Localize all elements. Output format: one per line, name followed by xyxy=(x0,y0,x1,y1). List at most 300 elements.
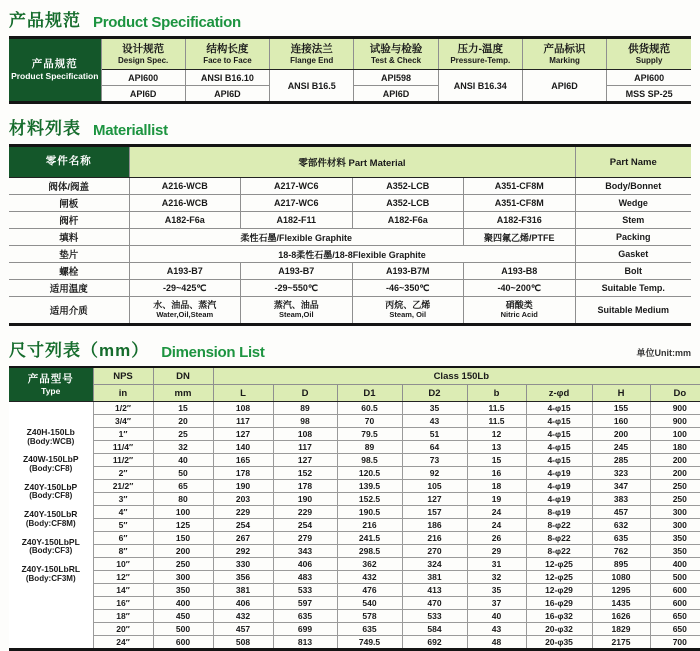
dim-cell: 4″ xyxy=(93,506,153,519)
dim-cell: 692 xyxy=(402,636,467,650)
dim-cell: 1626 xyxy=(592,610,650,623)
dim-cell: 6″ xyxy=(93,532,153,545)
product-type: Z40Y-150LbRL (Body:CF3M) xyxy=(21,564,81,583)
dim-cell: 31 xyxy=(467,558,526,571)
dim-cell: 40 xyxy=(467,610,526,623)
dim-cell: 155 xyxy=(592,402,650,415)
subcol-D1: D1 xyxy=(337,385,402,402)
dim-cell: 895 xyxy=(592,558,650,571)
dim-cell: 190 xyxy=(213,480,273,493)
dim-cell: 35 xyxy=(402,402,467,415)
mat-cell: 硝酸类 Nitric Acid xyxy=(464,297,576,325)
dim-cell: 79.5 xyxy=(337,428,402,441)
subcol-H: H xyxy=(592,385,650,402)
dim-cell: 190.5 xyxy=(337,506,402,519)
product-type: Z40Y-150LbPL (Body:CF3) xyxy=(21,536,80,556)
col-header-face-to-face: 结构长度 Face to Face xyxy=(185,38,269,70)
material-heading-zh: 材料列表 xyxy=(9,119,81,138)
dim-row xyxy=(9,545,700,558)
col-header-flange-end: 连接法兰 Flange End xyxy=(270,38,354,70)
spec-cell: API598 xyxy=(354,70,438,86)
dim-cell: 29 xyxy=(467,545,526,558)
spec-cell: API6D xyxy=(354,86,438,103)
dim-cell: 216 xyxy=(337,519,402,532)
dim-cell: 241.5 xyxy=(337,532,402,545)
mat-partname: Suitable Medium xyxy=(575,297,691,325)
dim-row xyxy=(9,402,700,415)
dim-cell: 80 xyxy=(153,493,213,506)
dim-cell: 406 xyxy=(273,558,337,571)
dim-row xyxy=(9,506,700,519)
dim-cell: 13 xyxy=(467,441,526,454)
spec-heading-en: Product Specification xyxy=(93,14,241,31)
spec-cell: API6D xyxy=(101,86,185,103)
mat-part: 螺栓 xyxy=(9,263,129,280)
dim-cell: 24 xyxy=(467,506,526,519)
dim-cell: 152.5 xyxy=(337,493,402,506)
dim-cell: 900 xyxy=(650,415,700,428)
dim-cell: 16-φ32 xyxy=(526,610,592,623)
dim-row xyxy=(9,584,700,597)
dim-row xyxy=(9,415,700,428)
mat-partname: Packing xyxy=(575,229,691,246)
mat-cell: 丙烷、乙烯 Steam, Oil xyxy=(352,297,464,325)
dim-cell: 229 xyxy=(213,506,273,519)
material-row-gasket xyxy=(9,246,691,263)
spec-corner-en: Product Specification xyxy=(11,71,99,82)
dim-cell: 200 xyxy=(650,467,700,480)
dim-cell: 600 xyxy=(650,584,700,597)
dim-cell: 383 xyxy=(592,493,650,506)
dim-cell: 60.5 xyxy=(337,402,402,415)
dim-cell: 350 xyxy=(153,584,213,597)
dim-cell: 3/4″ xyxy=(93,415,153,428)
spec-corner-zh: 产品规范 xyxy=(31,58,78,71)
dim-cell: 100 xyxy=(650,428,700,441)
dim-cell: 413 xyxy=(402,584,467,597)
dim-cell: 2175 xyxy=(592,636,650,650)
dim-row xyxy=(9,610,700,623)
dim-cell: 406 xyxy=(213,597,273,610)
mat-cell: -46~350℃ xyxy=(352,280,464,297)
dim-cell: 254 xyxy=(213,519,273,532)
dim-cell: 381 xyxy=(213,584,273,597)
dim-cell: 200 xyxy=(592,428,650,441)
dim-cell: 26 xyxy=(467,532,526,545)
dim-cell: 160 xyxy=(592,415,650,428)
dim-cell: 699 xyxy=(273,623,337,636)
dim-cell: 300 xyxy=(650,506,700,519)
subcol-L: L xyxy=(213,385,273,402)
mat-cell: A352-LCB xyxy=(352,195,464,212)
spec-cell: MSS SP-25 xyxy=(607,86,691,103)
dim-cell: 635 xyxy=(273,610,337,623)
dim-cell: 127 xyxy=(402,493,467,506)
mat-cell: 柔性石墨/Flexible Graphite xyxy=(129,229,464,246)
dim-cell: 600 xyxy=(153,636,213,650)
dim-cell: 180 xyxy=(650,441,700,454)
dim-cell: 8-φ22 xyxy=(526,545,592,558)
dim-cell: 270 xyxy=(402,545,467,558)
spec-cell: ANSI B16.5 xyxy=(270,70,354,103)
mat-cell: A193-B7M xyxy=(352,263,464,280)
material-row-bolt xyxy=(9,263,691,280)
dim-cell: 117 xyxy=(273,441,337,454)
product-spec-table xyxy=(9,36,691,104)
dim-cell: 632 xyxy=(592,519,650,532)
dim-cell: 200 xyxy=(153,545,213,558)
mat-cell: A217-WC6 xyxy=(241,178,353,195)
dim-cell: 597 xyxy=(273,597,337,610)
dim-cell: 16″ xyxy=(93,597,153,610)
dim-cell: 267 xyxy=(213,532,273,545)
type-column-header: 产品型号 Type xyxy=(9,367,93,402)
dim-cell: 4-φ15 xyxy=(526,415,592,428)
dim-cell: 105 xyxy=(402,480,467,493)
col-header-test-check: 试验与检验 Test & Check xyxy=(354,38,438,70)
dim-cell: 12-φ25 xyxy=(526,558,592,571)
spec-cell: ANSI B16.34 xyxy=(438,70,522,103)
dim-cell: 533 xyxy=(402,610,467,623)
dim-cell: 457 xyxy=(592,506,650,519)
dim-cell: 540 xyxy=(337,597,402,610)
dim-row xyxy=(9,493,700,506)
dim-cell: 152 xyxy=(273,467,337,480)
mat-cell: A193-B8 xyxy=(464,263,576,280)
dim-cell: 1/2″ xyxy=(93,402,153,415)
dim-cell: 18″ xyxy=(93,610,153,623)
dim-cell: 432 xyxy=(337,571,402,584)
mat-part: 阀杆 xyxy=(9,212,129,229)
mat-cell: A216-WCB xyxy=(129,195,241,212)
dim-cell: 108 xyxy=(273,428,337,441)
col-header-design-spec: 设计规范 Design Spec. xyxy=(101,38,185,70)
mat-cell: A351-CF8M xyxy=(464,195,576,212)
dim-cell: 700 xyxy=(650,636,700,650)
dim-cell: 20-φ35 xyxy=(526,636,592,650)
product-type: Z40W-150LbP (Body:CF8) xyxy=(22,454,79,474)
dim-cell: 330 xyxy=(213,558,273,571)
dim-cell: 203 xyxy=(213,493,273,506)
material-partname-en-header: Part Name xyxy=(575,146,691,178)
spec-cell: API6D xyxy=(522,70,606,103)
dim-cell: 400 xyxy=(650,558,700,571)
dim-cell: 508 xyxy=(213,636,273,650)
mat-partname: Wedge xyxy=(575,195,691,212)
product-type: Z40Y-150LbP (Body:CF8) xyxy=(24,481,78,501)
material-row-stem xyxy=(9,212,691,229)
dim-cell: 1080 xyxy=(592,571,650,584)
dim-cell: 4-φ19 xyxy=(526,467,592,480)
mat-cell: 蒸汽、油品 Steam,Oil xyxy=(241,297,353,325)
material-row-body xyxy=(9,178,691,195)
dim-cell: 4-φ19 xyxy=(526,493,592,506)
dim-cell: 292 xyxy=(213,545,273,558)
mat-cell: A193-B7 xyxy=(241,263,353,280)
dim-cell: 139.5 xyxy=(337,480,402,493)
dim-cell: 347 xyxy=(592,480,650,493)
subcol-b: b xyxy=(467,385,526,402)
dim-cell: 35 xyxy=(467,584,526,597)
subcol-in: in xyxy=(93,385,153,402)
mat-cell: -29~425℃ xyxy=(129,280,241,297)
dim-cell: 178 xyxy=(213,467,273,480)
dim-cell: 120.5 xyxy=(337,467,402,480)
dim-cell: 24 xyxy=(467,519,526,532)
dim-cell: 20 xyxy=(153,415,213,428)
dim-cell: 10″ xyxy=(93,558,153,571)
mat-part: 适用介质 xyxy=(9,297,129,325)
dim-row xyxy=(9,480,700,493)
unit-note: 单位Unit:mm xyxy=(636,348,691,358)
dim-cell: 14″ xyxy=(93,584,153,597)
dim-cell: 343 xyxy=(273,545,337,558)
dim-cell: 3″ xyxy=(93,493,153,506)
dim-cell: 285 xyxy=(592,454,650,467)
spec-cell: API6D xyxy=(185,86,269,103)
dim-cell: 381 xyxy=(402,571,467,584)
dim-cell: 117 xyxy=(213,415,273,428)
dim-row xyxy=(9,467,700,480)
dim-cell: 4-φ15 xyxy=(526,441,592,454)
product-type: Z40H-150Lb (Body:WCB) xyxy=(26,427,75,446)
dim-row xyxy=(9,519,700,532)
dim-cell: 813 xyxy=(273,636,337,650)
dim-cell: 356 xyxy=(213,571,273,584)
mat-part: 填料 xyxy=(9,229,129,246)
dim-cell: 12″ xyxy=(93,571,153,584)
dim-cell: 4-φ15 xyxy=(526,454,592,467)
dim-row xyxy=(9,428,700,441)
dim-cell: 400 xyxy=(153,597,213,610)
dimension-section-heading xyxy=(9,336,265,361)
dim-cell: 4-φ19 xyxy=(526,480,592,493)
dim-cell: 324 xyxy=(402,558,467,571)
dim-cell: 150 xyxy=(153,532,213,545)
dim-cell: 323 xyxy=(592,467,650,480)
mat-cell: A352-LCB xyxy=(352,178,464,195)
dim-cell: 250 xyxy=(650,493,700,506)
dim-cell: 127 xyxy=(273,454,337,467)
dim-cell: 190 xyxy=(273,493,337,506)
dim-cell: 20-φ32 xyxy=(526,623,592,636)
dim-cell: 65 xyxy=(153,480,213,493)
dim-cell: 98.5 xyxy=(337,454,402,467)
dim-cell: 500 xyxy=(153,623,213,636)
dim-cell: 16 xyxy=(467,467,526,480)
dim-row xyxy=(9,636,700,650)
mat-cell: A351-CF8M xyxy=(464,178,576,195)
material-heading-en: Materiallist xyxy=(93,122,168,139)
mat-part: 适用温度 xyxy=(9,280,129,297)
material-table xyxy=(9,144,691,326)
col-header-pressure-temp: 压力-温度 Pressure-Temp. xyxy=(438,38,522,70)
dim-cell: 19 xyxy=(467,493,526,506)
dim-cell: 483 xyxy=(273,571,337,584)
dim-cell: 12-φ29 xyxy=(526,584,592,597)
mat-cell: A193-B7 xyxy=(129,263,241,280)
dim-cell: 600 xyxy=(650,597,700,610)
mat-partname: Stem xyxy=(575,212,691,229)
dimension-table xyxy=(9,366,700,651)
dim-cell: 25 xyxy=(153,428,213,441)
mat-partname: Suitable Temp. xyxy=(575,280,691,297)
dim-cell: 12 xyxy=(467,428,526,441)
dimension-heading-en: Dimension List xyxy=(161,344,265,361)
dim-cell: 186 xyxy=(402,519,467,532)
dim-cell: 476 xyxy=(337,584,402,597)
material-part-name-header: 零件名称 xyxy=(9,146,129,178)
mat-cell: A216-WCB xyxy=(129,178,241,195)
dim-cell: 635 xyxy=(337,623,402,636)
mat-cell: A182-F11 xyxy=(241,212,353,229)
dim-cell: 11.5 xyxy=(467,415,526,428)
mat-partname: Gasket xyxy=(575,246,691,263)
mat-cell: 水、油品、蒸汽 Water,Oil,Steam xyxy=(129,297,241,325)
dim-cell: 300 xyxy=(153,571,213,584)
mat-cell: A182-F316 xyxy=(464,212,576,229)
dim-cell: 11.5 xyxy=(467,402,526,415)
col-header-class150lb: Class 150Lb xyxy=(213,367,700,385)
material-part-material-header: 零部件材料 Part Material xyxy=(129,146,575,178)
dim-cell: 457 xyxy=(213,623,273,636)
dim-cell: 178 xyxy=(273,480,337,493)
material-row-temp xyxy=(9,280,691,297)
dim-cell: 157 xyxy=(402,506,467,519)
material-row-medium xyxy=(9,297,691,325)
dim-cell: 18 xyxy=(467,480,526,493)
dim-cell: 900 xyxy=(650,402,700,415)
dim-cell: 8-φ22 xyxy=(526,532,592,545)
mat-part: 垫片 xyxy=(9,246,129,263)
dim-cell: 15 xyxy=(467,454,526,467)
spec-cell: API600 xyxy=(607,70,691,86)
dim-cell: 229 xyxy=(273,506,337,519)
mat-cell: -40~200℃ xyxy=(464,280,576,297)
dim-cell: 470 xyxy=(402,597,467,610)
col-header-dn: DN xyxy=(153,367,213,385)
mat-partname: Bolt xyxy=(575,263,691,280)
subcol-mm: mm xyxy=(153,385,213,402)
material-row-wedge xyxy=(9,195,691,212)
dim-cell: 1435 xyxy=(592,597,650,610)
subcol-z-phi-d: z-φd xyxy=(526,385,592,402)
dim-cell: 635 xyxy=(592,532,650,545)
dim-cell: 450 xyxy=(153,610,213,623)
dim-cell: 762 xyxy=(592,545,650,558)
dim-cell: 32 xyxy=(467,571,526,584)
spec-section-heading xyxy=(9,6,691,31)
dim-cell: 11/2″ xyxy=(93,454,153,467)
mat-partname: Body/Bonnet xyxy=(575,178,691,195)
dim-cell: 650 xyxy=(650,610,700,623)
mat-cell: -29~550℃ xyxy=(241,280,353,297)
subcol-D: D xyxy=(273,385,337,402)
dim-row xyxy=(9,454,700,467)
dim-cell: 11/4″ xyxy=(93,441,153,454)
mat-part: 闸板 xyxy=(9,195,129,212)
subcol-D2: D2 xyxy=(402,385,467,402)
dim-cell: 40 xyxy=(153,454,213,467)
dim-cell: 1295 xyxy=(592,584,650,597)
dim-cell: 70 xyxy=(337,415,402,428)
dim-cell: 24″ xyxy=(93,636,153,650)
product-type: Z40Y-150LbR (Body:CF8M) xyxy=(24,509,78,528)
dim-cell: 21/2″ xyxy=(93,480,153,493)
dim-cell: 298.5 xyxy=(337,545,402,558)
dim-cell: 500 xyxy=(650,571,700,584)
dim-cell: 92 xyxy=(402,467,467,480)
dim-cell: 89 xyxy=(337,441,402,454)
mat-cell: A217-WC6 xyxy=(241,195,353,212)
spec-heading-zh: 产品规范 xyxy=(9,11,81,30)
dim-cell: 350 xyxy=(650,545,700,558)
dim-cell: 1″ xyxy=(93,428,153,441)
dim-cell: 200 xyxy=(650,454,700,467)
spec-cell: API600 xyxy=(101,70,185,86)
mat-cell: A182-F6a xyxy=(352,212,464,229)
dim-cell: 51 xyxy=(402,428,467,441)
dim-cell: 43 xyxy=(402,415,467,428)
col-header-supply: 供货规范 Supply xyxy=(607,38,691,70)
dim-row xyxy=(9,441,700,454)
dim-row xyxy=(9,597,700,610)
dim-cell: 89 xyxy=(273,402,337,415)
type-column-body xyxy=(9,402,93,650)
col-header-nps: NPS xyxy=(93,367,153,385)
dim-cell: 20″ xyxy=(93,623,153,636)
dim-cell: 125 xyxy=(153,519,213,532)
dim-cell: 216 xyxy=(402,532,467,545)
dim-cell: 37 xyxy=(467,597,526,610)
dim-cell: 350 xyxy=(650,532,700,545)
mat-cell: 聚四氟乙烯/PTFE xyxy=(464,229,576,246)
dim-cell: 108 xyxy=(213,402,273,415)
spec-cell: ANSI B16.10 xyxy=(185,70,269,86)
dim-cell: 300 xyxy=(650,519,700,532)
dim-cell: 8-φ19 xyxy=(526,506,592,519)
dim-cell: 749.5 xyxy=(337,636,402,650)
dim-cell: 650 xyxy=(650,623,700,636)
dim-cell: 362 xyxy=(337,558,402,571)
dim-cell: 584 xyxy=(402,623,467,636)
col-header-marking: 产品标识 Marking xyxy=(522,38,606,70)
dim-cell: 4-φ15 xyxy=(526,402,592,415)
material-section-heading xyxy=(9,114,168,139)
dim-cell: 140 xyxy=(213,441,273,454)
dim-cell: 32 xyxy=(153,441,213,454)
dim-cell: 73 xyxy=(402,454,467,467)
dim-cell: 279 xyxy=(273,532,337,545)
subcol-Do: Do xyxy=(650,385,700,402)
dim-cell: 578 xyxy=(337,610,402,623)
dim-cell: 4-φ15 xyxy=(526,428,592,441)
dim-cell: 12-φ25 xyxy=(526,571,592,584)
dim-cell: 165 xyxy=(213,454,273,467)
dim-cell: 2″ xyxy=(93,467,153,480)
dim-cell: 16-φ29 xyxy=(526,597,592,610)
dim-cell: 245 xyxy=(592,441,650,454)
material-row-packing xyxy=(9,229,691,246)
dim-cell: 8″ xyxy=(93,545,153,558)
dim-cell: 250 xyxy=(650,480,700,493)
spec-corner-cell xyxy=(9,38,101,103)
dimension-heading-zh: 尺寸列表（mm） xyxy=(9,341,150,360)
dim-cell: 5″ xyxy=(93,519,153,532)
dim-cell: 432 xyxy=(213,610,273,623)
dim-cell: 48 xyxy=(467,636,526,650)
dim-cell: 127 xyxy=(213,428,273,441)
